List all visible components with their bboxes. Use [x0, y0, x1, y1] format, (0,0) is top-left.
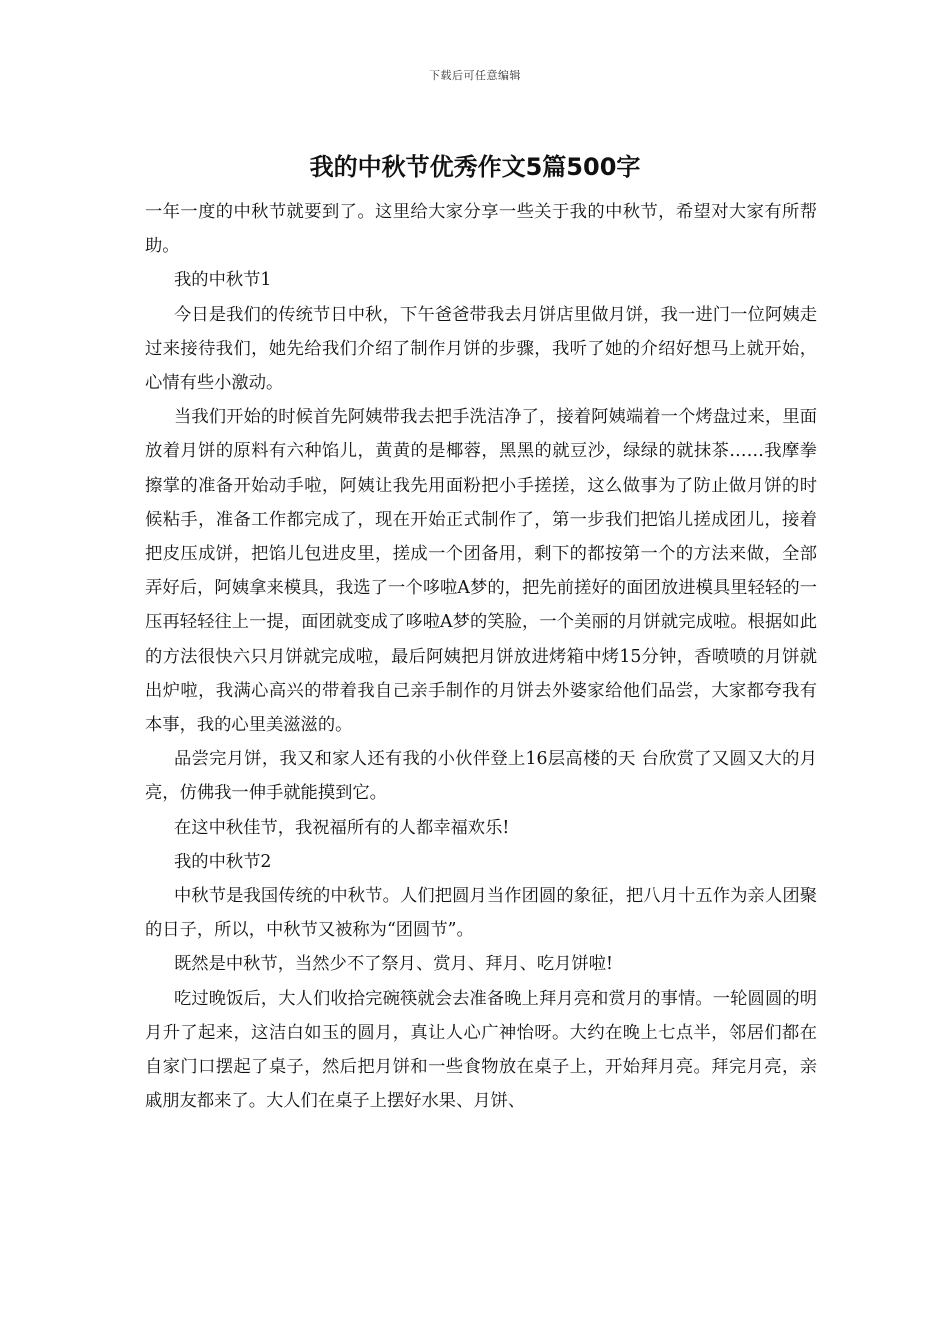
body-paragraph: 品尝完月饼，我又和家人还有我的小伙伴登上16层高楼的天 台欣赏了又圆又大的月亮，仿佛我一伸手就能摸到它。	[145, 749, 817, 804]
section-heading-1: 我的中秋节1	[174, 270, 272, 291]
body-paragraph: 既然是中秋节，当然少不了祭月、赏月、拜月、吃月饼啦!	[174, 954, 613, 975]
body-paragraph: 在这中秋佳节，我祝福所有的人都幸福欢乐!	[174, 817, 510, 838]
body-paragraph: 中秋节是我国传统的中秋节。人们把圆月当作团圆的象征，把八月十五作为亲人团聚的日子，所以，中秋节又被称为“团圆节”。	[145, 886, 817, 941]
document-body	[145, 195, 817, 1118]
body-paragraph: 吃过晚饭后，大人们收拾完碗筷就会去准备晚上拜月亮和赏月的事情。一轮圆圆的明月升了起来，这洁白如玉的圆月，真让人心广神怡呀。大约在晚上七点半，邻居们都在自家门口摆起了桌子，然后把月饼和一些食物放在桌子上，开始拜月亮。拜完月亮，亲戚朋友都来了。大人们在桌子上摆好水果、月饼、	[145, 988, 817, 1112]
intro-paragraph: 一年一度的中秋节就要到了。这里给大家分享一些关于我的中秋节，希望对大家有所帮助。	[145, 202, 817, 257]
body-paragraph: 今日是我们的传统节日中秋，下午爸爸带我去月饼店里做月饼，我一进门一位阿姨走过来接待我们，她先给我们介绍了制作月饼的步骤，我听了她的介绍好想马上就开始，心情有些小激动。	[145, 304, 817, 394]
section-heading-2: 我的中秋节2	[174, 851, 272, 872]
body-paragraph: 当我们开始的时候首先阿姨带我去把手洗洁净了，接着阿姨端着一个烤盘过来，里面放着月饼的原料有六种馅儿，黄黄的是椰蓉，黑黑的就豆沙，绿绿的就抹茶……我摩拳擦掌的准备开始动手啦，阿姨让我先用面粉把小手搓搓，这么做事为了防止做月饼的时候粘手，准备工作都完成了，现在开始正式制作了，第一步我们把馅儿搓成团儿，接着把皮压成饼，把馅儿包进皮里，搓成一个团备用，剩下的都按第一个的方法来做，全部弄好后，阿姨拿来模具，我选了一个哆啦A梦的，把先前搓好的面团放进模具里轻轻的一压再轻轻往上一提，面团就变成了哆啦A梦的笑脸，一个美丽的月饼就完成啦。根据如此的方法很快六只月饼就完成啦，最后阿姨把月饼放进烤箱中烤15分钟，香喷喷的月饼就出炉啦，我满心高兴的带着我自己亲手制作的月饼去外婆家给他们品尝，大家都夸我有本事，我的心里美滋滋的。	[145, 407, 817, 736]
document-title: 我的中秋节优秀作文5篇500字	[309, 153, 641, 181]
header-note: 下载后可任意编辑	[429, 69, 521, 82]
